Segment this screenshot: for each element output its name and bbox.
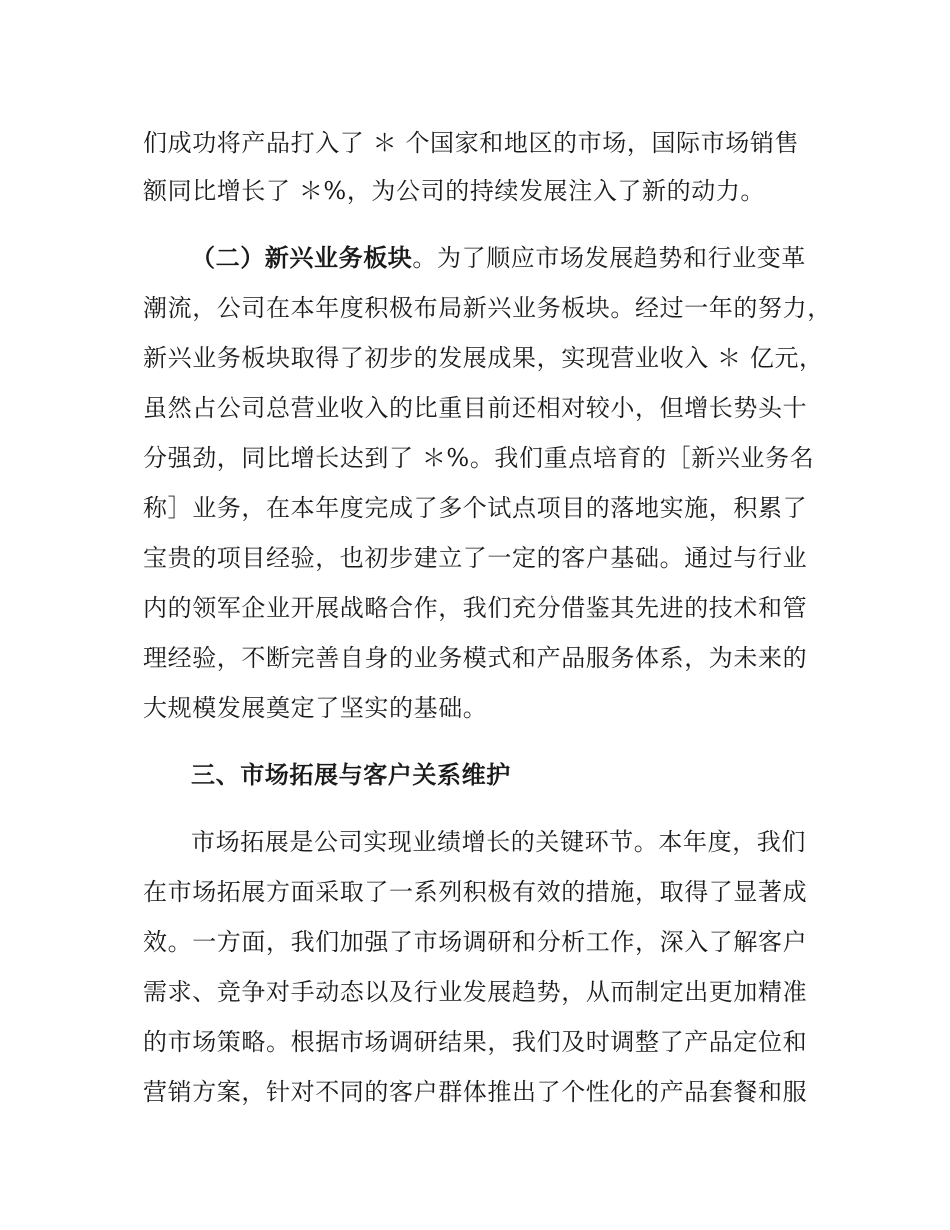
body-text-line: 大规模发展奠定了坚实的基础。: [143, 694, 488, 722]
section-heading: 三、市场拓展与客户关系维护: [191, 761, 511, 789]
paragraph-first-line: [191, 243, 806, 273]
body-text-line: 潮流，公司在本年度积极布局新兴业务板块。经过一年的努力，: [143, 294, 832, 322]
body-text-line: 新兴业务板块取得了初步的发展成果，实现营业收入 ＊ 亿元，: [143, 344, 824, 372]
subsection-heading: （二）新兴业务板块: [191, 244, 413, 272]
body-text-line: 市场拓展是公司实现业绩增长的关键环节。本年度，我们: [191, 828, 806, 856]
body-text: 。为了顺应市场发展趋势和行业变革: [412, 244, 807, 272]
body-text-line: 效。一方面，我们加强了市场调研和分析工作，深入了解客户: [143, 928, 808, 956]
body-text-line: 的市场策略。根据市场调研结果，我们及时调整了产品定位和: [143, 1028, 808, 1056]
body-text-line: 需求、竞争对手动态以及行业发展趋势，从而制定出更加精准: [143, 978, 808, 1006]
body-text-line: 在市场拓展方面采取了一系列积极有效的措施，取得了显著成: [143, 878, 808, 906]
body-text-line: 理经验，不断完善自身的业务模式和产品服务体系，为未来的: [143, 644, 808, 672]
body-text-line: 营销方案，针对不同的客户群体推出了个性化的产品套餐和服: [143, 1078, 808, 1106]
body-text-line: 称］业务，在本年度完成了多个试点项目的落地实施，积累了: [143, 494, 808, 522]
body-text-line: 虽然占公司总营业收入的比重目前还相对较小，但增长势头十: [143, 394, 808, 422]
body-text-line: 们成功将产品打入了 ＊ 个国家和地区的市场，国际市场销售: [143, 129, 800, 157]
body-text-line: 额同比增长了 ＊%，为公司的持续发展注入了新的动力。: [143, 177, 766, 205]
body-text-line: 内的领军企业开展战略合作，我们充分借鉴其先进的技术和管: [143, 594, 808, 622]
body-text-line: 宝贵的项目经验，也初步建立了一定的客户基础。通过与行业: [143, 544, 808, 572]
body-text-line: 分强劲，同比增长达到了 ＊%。我们重点培育的［新兴业务名: [143, 444, 815, 472]
